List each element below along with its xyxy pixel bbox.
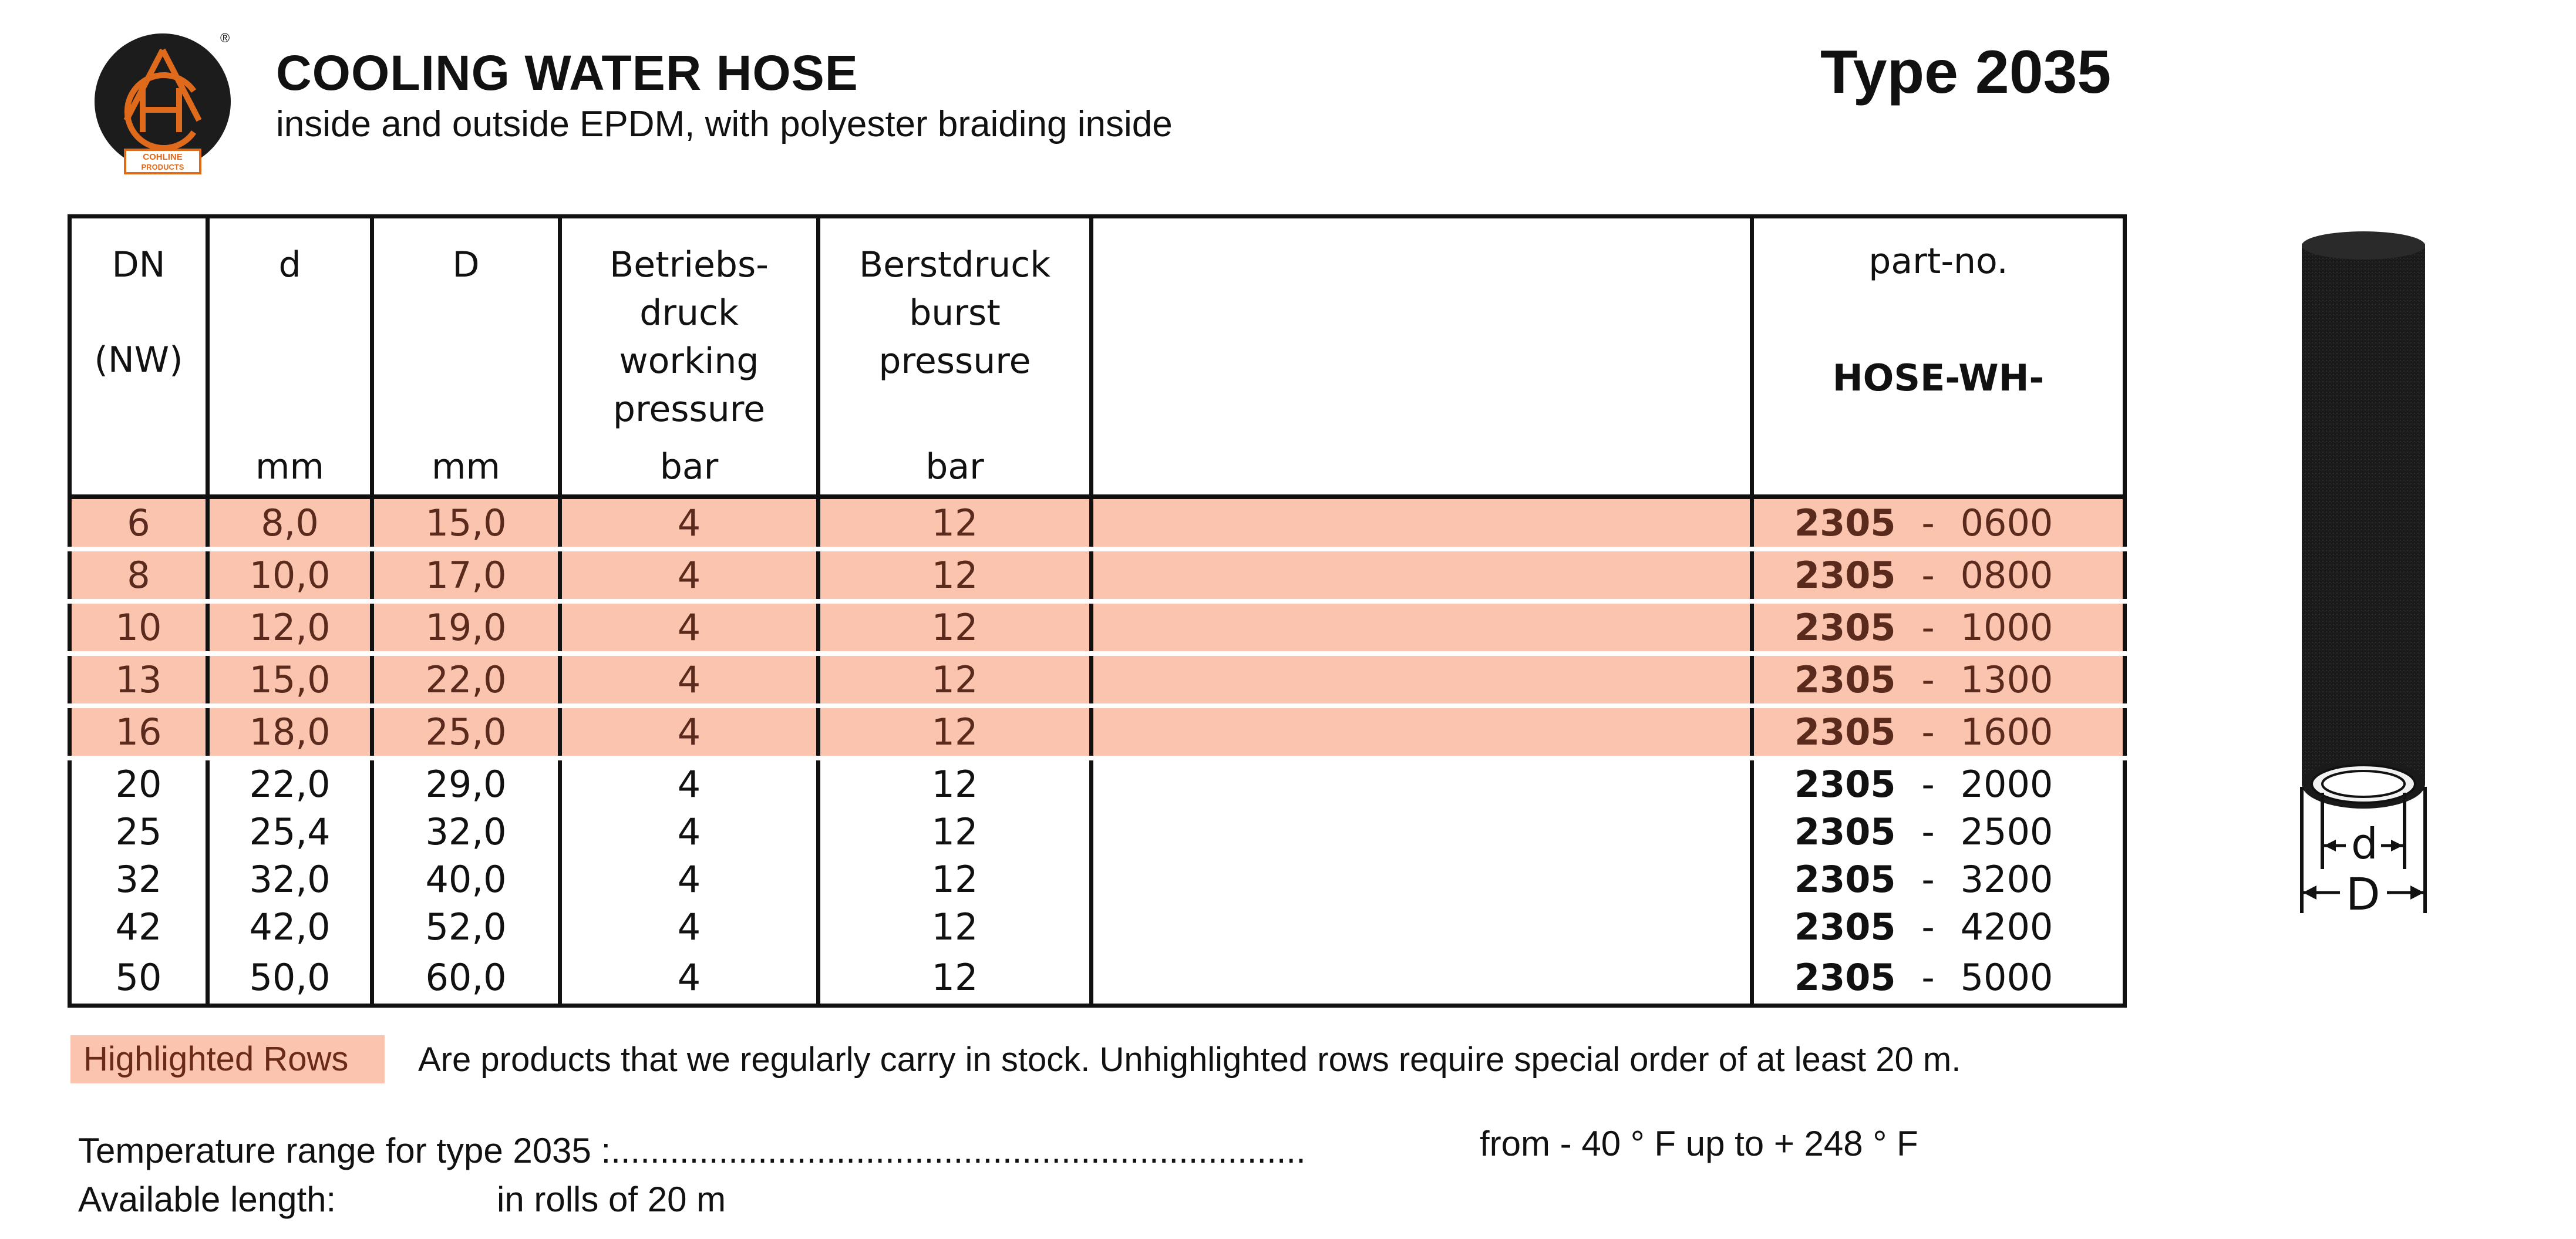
table-row — [70, 808, 2125, 856]
partno-cell — [1752, 654, 2125, 706]
col-blank-header — [1092, 217, 1752, 497]
dn-cell: 25 — [70, 808, 208, 856]
dn-cell: 50 — [70, 951, 208, 1006]
blank-cell — [1092, 856, 1752, 903]
partno-dash: - — [1921, 858, 1935, 901]
D-cell: 29,0 — [372, 758, 560, 808]
partno-dash: - — [1921, 554, 1935, 597]
burst-pressure-cell: 12 — [819, 654, 1092, 706]
working-pressure-cell: 4 — [560, 549, 819, 601]
D-cell: 15,0 — [372, 497, 560, 549]
partno-dash: - — [1921, 711, 1935, 753]
registered-mark-icon: ® — [220, 31, 230, 45]
dn-cell: 8 — [70, 549, 208, 601]
D-cell: 52,0 — [372, 903, 560, 951]
partno-cell — [1752, 706, 2125, 758]
working-pressure-cell: 4 — [560, 903, 819, 951]
partno-suffix: 4200 — [1960, 905, 2053, 948]
burst-pressure-cell: 12 — [819, 497, 1092, 549]
table-row — [70, 856, 2125, 903]
table-row — [70, 549, 2125, 601]
d-cell: 50,0 — [208, 951, 372, 1006]
legend-highlight-chip: Highlighted Rows — [70, 1035, 385, 1083]
partno-dash: - — [1921, 763, 1935, 806]
temperature-value: from - 40 ° F up to + 248 ° F — [1480, 1124, 1918, 1163]
length-label: Available length: — [78, 1180, 336, 1219]
d-cell: 25,4 — [208, 808, 372, 856]
spec-table-body — [70, 497, 2125, 1006]
svg-text:PRODUCTS: PRODUCTS — [141, 163, 184, 171]
D-cell: 17,0 — [372, 549, 560, 601]
partno-value — [1777, 708, 2100, 756]
col-working-pressure-header — [560, 217, 819, 497]
working-line1: Betriebs- — [610, 244, 769, 285]
dn-cell: 10 — [70, 601, 208, 654]
partno-prefix: 2305 — [1794, 501, 1896, 544]
blank-cell — [1092, 951, 1752, 1006]
D-cell: 25,0 — [372, 706, 560, 758]
partno-label: part-no. — [1868, 241, 2008, 282]
svg-text:COHLINE: COHLINE — [143, 152, 183, 162]
burst-pressure-cell: 12 — [819, 856, 1092, 903]
D-cell: 40,0 — [372, 856, 560, 903]
nw-label: (NW) — [94, 339, 183, 381]
partno-cell — [1752, 856, 2125, 903]
working-unit: bar — [659, 446, 719, 487]
dn-cell: 32 — [70, 856, 208, 903]
table-row — [70, 758, 2125, 808]
d-cell: 42,0 — [208, 903, 372, 951]
working-pressure-cell: 4 — [560, 856, 819, 903]
partno-prefix: 2305 — [1794, 606, 1896, 649]
d-cell: 32,0 — [208, 856, 372, 903]
D-unit: mm — [432, 446, 500, 487]
blank-cell — [1092, 601, 1752, 654]
partno-cell — [1752, 951, 2125, 1006]
working-line3: working — [619, 341, 759, 382]
spec-table-wrap — [68, 214, 2123, 999]
partno-prefix: 2305 — [1794, 763, 1896, 806]
burst-pressure-cell: 12 — [819, 601, 1092, 654]
partno-cell — [1752, 549, 2125, 601]
partno-value — [1777, 604, 2100, 651]
table-row — [70, 706, 2125, 758]
D-cell: 32,0 — [372, 808, 560, 856]
page-subtitle: inside and outside EPDM, with polyester braiding inside — [276, 104, 1173, 144]
partno-prefix-label: HOSE-WH- — [1832, 356, 2045, 399]
d-cell: 12,0 — [208, 601, 372, 654]
table-row — [70, 903, 2125, 951]
partno-value — [1777, 760, 2100, 808]
partno-value — [1777, 499, 2100, 547]
legend-text: Are products that we regularly carry in stock. Unhighlighted rows require special order of at least 20 m. — [418, 1041, 1961, 1079]
partno-cell — [1752, 808, 2125, 856]
partno-suffix: 2500 — [1960, 810, 2053, 853]
table-header-row — [70, 217, 2125, 497]
burst-line3: pressure — [878, 341, 1031, 382]
partno-suffix: 1000 — [1960, 606, 2053, 649]
partno-prefix: 2305 — [1794, 858, 1896, 901]
d-cell: 15,0 — [208, 654, 372, 706]
partno-value — [1777, 903, 2100, 951]
temperature-label: Temperature range for type 2035 :....................................................................... — [78, 1131, 1306, 1170]
type-label: Type 2035 — [1820, 38, 2112, 106]
partno-value — [1777, 656, 2100, 703]
partno-value — [1777, 808, 2100, 856]
table-row — [70, 601, 2125, 654]
partno-dash: - — [1921, 501, 1935, 544]
length-value: in rolls of 20 m — [497, 1180, 726, 1219]
burst-line1: Berstdruck — [858, 244, 1051, 285]
d-cell: 22,0 — [208, 758, 372, 808]
blank-cell — [1092, 903, 1752, 951]
partno-value — [1777, 856, 2100, 903]
partno-prefix: 2305 — [1794, 658, 1896, 701]
working-pressure-cell: 4 — [560, 654, 819, 706]
working-pressure-cell: 4 — [560, 758, 819, 808]
partno-cell — [1752, 497, 2125, 549]
partno-prefix: 2305 — [1794, 711, 1896, 753]
table-row — [70, 497, 2125, 549]
burst-pressure-cell: 12 — [819, 706, 1092, 758]
partno-dash: - — [1921, 955, 1935, 999]
cohline-logo — [91, 32, 235, 176]
col-dn-header — [70, 217, 208, 497]
dn-cell: 13 — [70, 654, 208, 706]
burst-pressure-cell: 12 — [819, 549, 1092, 601]
blank-cell — [1092, 808, 1752, 856]
burst-pressure-cell: 12 — [819, 951, 1092, 1006]
partno-value — [1777, 551, 2100, 599]
partno-suffix: 2000 — [1960, 763, 2053, 806]
partno-cell — [1752, 903, 2125, 951]
col-d-header — [208, 217, 372, 497]
blank-cell — [1092, 706, 1752, 758]
hose-d-label: d — [2351, 819, 2378, 868]
partno-value — [1777, 954, 2100, 1001]
dn-label: DN — [112, 244, 166, 285]
working-pressure-cell: 4 — [560, 601, 819, 654]
partno-cell — [1752, 601, 2125, 654]
d-unit: mm — [255, 446, 324, 487]
partno-suffix: 3200 — [1960, 858, 2053, 901]
blank-cell — [1092, 758, 1752, 808]
d-cell: 10,0 — [208, 549, 372, 601]
partno-prefix: 2305 — [1794, 905, 1896, 948]
burst-pressure-cell: 12 — [819, 808, 1092, 856]
D-cell: 22,0 — [372, 654, 560, 706]
partno-dash: - — [1921, 810, 1935, 853]
partno-cell — [1752, 758, 2125, 808]
working-pressure-cell: 4 — [560, 497, 819, 549]
dn-cell: 6 — [70, 497, 208, 549]
working-pressure-cell: 4 — [560, 808, 819, 856]
burst-line2: burst — [909, 292, 1001, 334]
dn-cell: 42 — [70, 903, 208, 951]
blank-cell — [1092, 654, 1752, 706]
blank-cell — [1092, 497, 1752, 549]
burst-pressure-cell: 12 — [819, 903, 1092, 951]
d-cell: 8,0 — [208, 497, 372, 549]
partno-prefix: 2305 — [1794, 955, 1896, 999]
working-pressure-cell: 4 — [560, 951, 819, 1006]
d-cell: 18,0 — [208, 706, 372, 758]
partno-suffix: 0800 — [1960, 554, 2053, 597]
col-partno-header — [1752, 217, 2125, 497]
partno-prefix: 2305 — [1794, 810, 1896, 853]
partno-suffix: 0600 — [1960, 501, 2053, 544]
page-title: COOLING WATER HOSE — [276, 45, 858, 100]
spec-table — [68, 214, 2127, 1008]
partno-dash: - — [1921, 606, 1935, 649]
blank-cell — [1092, 549, 1752, 601]
table-row — [70, 654, 2125, 706]
partno-suffix: 1600 — [1960, 711, 2053, 753]
partno-prefix: 2305 — [1794, 554, 1896, 597]
working-line4: pressure — [612, 389, 766, 430]
D-label: D — [452, 244, 480, 285]
D-cell: 19,0 — [372, 601, 560, 654]
partno-dash: - — [1921, 905, 1935, 948]
table-row — [70, 951, 2125, 1006]
dn-cell: 20 — [70, 758, 208, 808]
working-pressure-cell: 4 — [560, 706, 819, 758]
hose-D-label: D — [2346, 868, 2380, 920]
D-cell: 60,0 — [372, 951, 560, 1006]
partno-dash: - — [1921, 658, 1935, 701]
d-label: d — [278, 244, 301, 285]
col-burst-pressure-header — [819, 217, 1092, 497]
burst-unit: bar — [925, 446, 984, 487]
working-line2: druck — [639, 292, 739, 334]
partno-suffix: 5000 — [1960, 955, 2053, 999]
dn-cell: 16 — [70, 706, 208, 758]
partno-suffix: 1300 — [1960, 658, 2053, 701]
burst-pressure-cell: 12 — [819, 758, 1092, 808]
col-D-header — [372, 217, 560, 497]
